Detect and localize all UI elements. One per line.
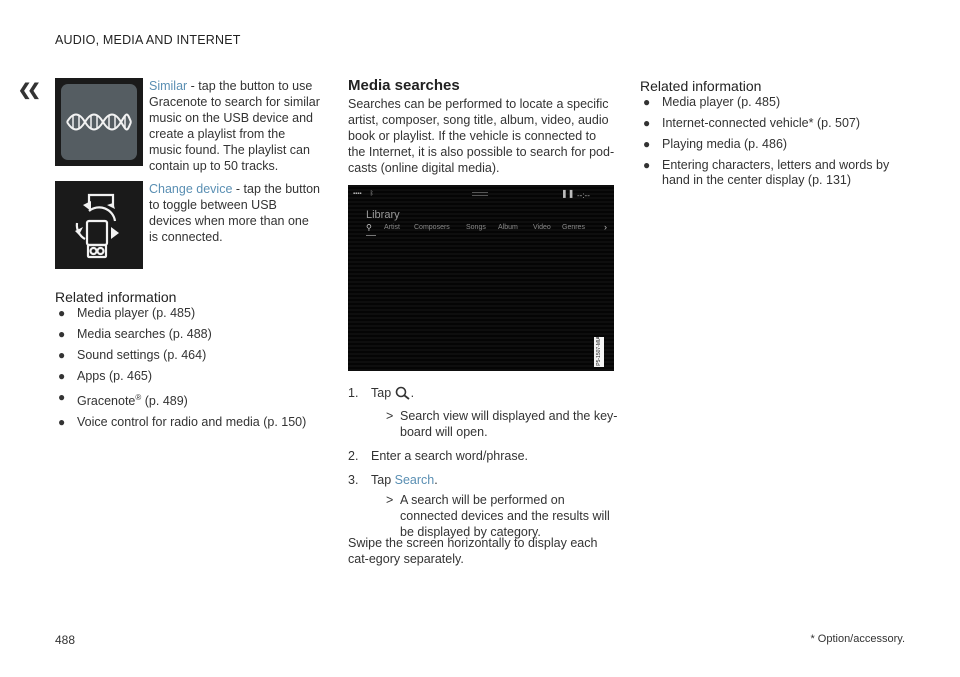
screen-tab: Artist — [384, 224, 400, 231]
list-item[interactable]: ● Sound settings (p. 464) — [58, 348, 207, 362]
list-item[interactable]: ● Internet-connected vehicle* (p. 507) — [643, 116, 861, 130]
page-number: 488 — [55, 633, 76, 647]
search-button-label: Search — [394, 473, 435, 487]
screen-tab: Songs — [466, 224, 486, 231]
media-searches-intro: Searches can be performed to locate a specific artist, composer, song title, album, video, audio book or playlist. If the vehicle is connected to the Internet, it is also possible to search for pod-casts (online digital media). — [348, 97, 615, 175]
similar-description — [149, 78, 321, 174]
list-item[interactable]: ● Entering characters, letters and words by hand in the center display (p. 131) — [643, 158, 890, 187]
chevron-right-icon: › — [604, 222, 607, 232]
screen-title: Library — [366, 209, 400, 221]
step-1: 1. Tap . — [348, 385, 618, 404]
left-related-list — [55, 306, 325, 436]
right-related-list — [640, 95, 890, 194]
similar-icon-box — [55, 78, 143, 166]
list-item[interactable]: ● Gracenote® (p. 489) — [58, 390, 188, 409]
screen-tab: Album — [498, 224, 518, 231]
step-3-result: > A search will be performed on connected devices and the results will be displayed by category. — [386, 493, 610, 539]
image-code-label: P5-1507-MIA — [596, 336, 602, 366]
screen-illustration: ▪▪▪▪ ᛒ ❚❚ --:-- Library ⚲ Artist Composers Songs Album Video Genres › P5-1507-MIA — [348, 185, 614, 371]
screen-clock: --:-- — [577, 191, 590, 200]
search-icon: ⚲ — [366, 223, 372, 232]
similar-text: - tap the button to use Gracenote to search for similar music on the USB device and create a playlist from the music found. The playlist can contain up to 50 tracks. — [149, 79, 320, 173]
search-icon — [395, 386, 411, 404]
footnote: * Option/accessory. — [810, 633, 905, 645]
change-device-description — [149, 181, 321, 245]
steps — [348, 385, 618, 540]
page-header: AUDIO, MEDIA AND INTERNET — [55, 33, 241, 47]
list-item[interactable]: ● Apps (p. 465) — [58, 369, 153, 383]
change-device-text: - tap the button to toggle between USB devices when more than one is connected. — [149, 182, 320, 244]
list-item[interactable]: ● Media player (p. 485) — [58, 306, 196, 320]
list-item[interactable]: ● Playing media (p. 486) — [643, 137, 788, 151]
list-item[interactable]: ● Voice control for radio and media (p. 150) — [58, 415, 307, 430]
step-1-result: > Search view will displayed and the key-board will open. — [386, 409, 618, 439]
dna-helix-icon — [61, 84, 137, 160]
left-related-heading: Related information — [55, 289, 177, 305]
change-device-label: Change device — [149, 182, 233, 196]
change-device-icon-box — [55, 181, 143, 269]
screen-tab: Composers — [414, 224, 450, 231]
step-2: 2. Enter a search word/phrase. — [348, 449, 529, 463]
media-searches-outro: Swipe the screen horizontally to display each cat-egory separately. — [348, 536, 598, 566]
usb-swap-icon — [55, 181, 143, 269]
screen-tab: Video — [533, 224, 551, 231]
step-3: 3. Tap Search. — [348, 473, 438, 487]
double-chevron-left-icon[interactable]: ❮❮ — [18, 82, 37, 99]
similar-label: Similar — [149, 79, 188, 93]
right-related-heading: Related information — [640, 78, 762, 94]
screen-tab: Genres — [562, 224, 585, 231]
list-item[interactable]: ● Media searches (p. 488) — [58, 327, 212, 341]
list-item[interactable]: ● Media player (p. 485) — [643, 95, 781, 109]
media-searches-heading: Media searches — [348, 77, 460, 94]
